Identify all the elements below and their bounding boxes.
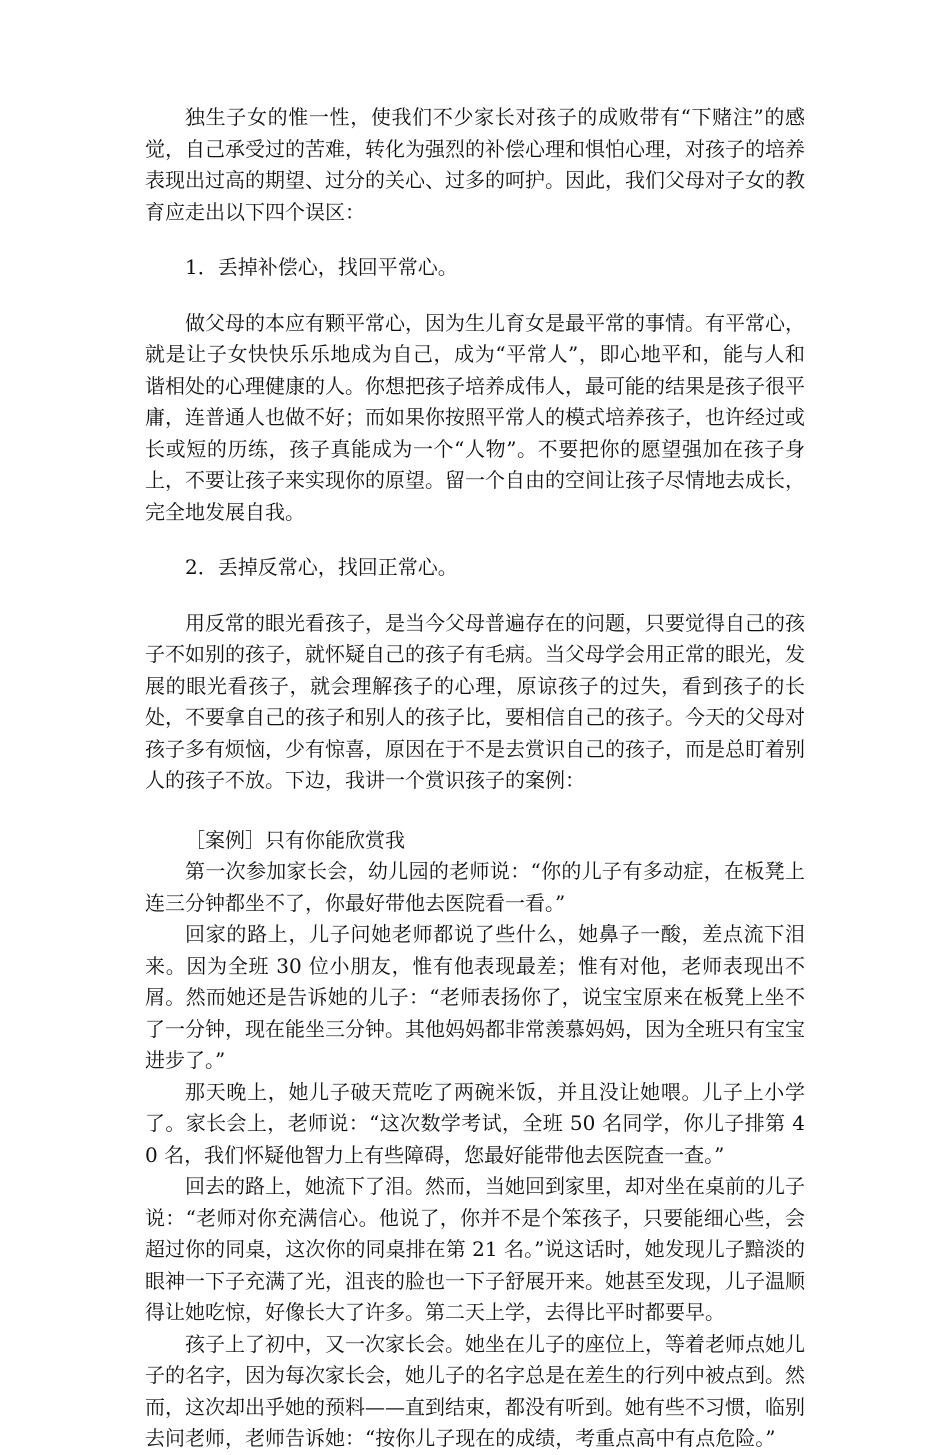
case-paragraph: 回去的路上，她流下了泪。然而，当她回到家里，却对坐在桌前的儿子说：“老师对你充满信心。他说了，你并不是个笨孩子，只要能细心些，会超过你的同桌，这次你的同桌排在第 21 名。”说这话时，她发现儿子黯淡的眼神一下子充满了光，沮丧的脸也一下子舒展开来。她甚至发现，儿子温顺得让她吃惊，好像长大了许多。第二天上学，去得比平时都要早。 [145, 1174, 805, 1324]
case-title: ［案例］只有你能欣赏我 [185, 827, 405, 852]
section-heading-1: 1．丢掉补偿心，找回平常心。 [185, 255, 458, 279]
intro-paragraph: 独生子女的惟一性，使我们不少家长对孩子的成败带有“下赌注”的感觉，自己承受过的苦难，转化为强烈的补偿心理和惧怕心理，对孩子的培养表现出过高的期望、过分的关心、过多的呵护。因此，我们父母对子女的教育应走出以下四个误区： [145, 105, 805, 224]
section-1-paragraph: 做父母的本应有颗平常心，因为生儿育女是最平常的事情。有平常心，就是让子女快快乐乐地成为自己，成为“平常人”，即心地平和，能与人和谐相处的心理健康的人。你想把孩子培养成伟人，最可能的结果是孩子很平庸，连普通人也做不好；而如果你按照平常人的模式培养孩子，也许经过或长或短的历练，孩子真能成为一个“人物”。不要把你的愿望强加在孩子身上，不要让孩子来实现你的原望。留一个自由的空间让孩子尽情地去成长，完全地发展自我。 [145, 310, 805, 524]
case-paragraph: 回家的路上，儿子问她老师都说了些什么，她鼻子一酸，差点流下泪来。因为全班 30 位小朋友，惟有他表现最差；惟有对他，老师表现出不屑。然而她还是告诉她的儿子：“老师表扬你了，说宝宝原来在板凳上坐不了一分钟，现在能坐三分钟。其他妈妈都非常羡慕妈妈，因为全班只有宝宝进步了。” [145, 922, 805, 1072]
case-paragraph: 第一次参加家长会，幼儿园的老师说：“你的儿子有多动症，在板凳上连三分钟都坐不了，你最好带他去医院看一看。” [145, 859, 805, 915]
document-page [145, 102, 805, 1455]
case-paragraph: 那天晚上，她儿子破天荒吃了两碗米饭，并且没让她喂。儿子上小学了。家长会上，老师说：“这次数学考试，全班 50 名同学，你儿子排第 40 名，我们怀疑他智力上有些障碍，您最好能带他去医院查一查。” [145, 1079, 805, 1167]
section-2-paragraph: 用反常的眼光看孩子，是当今父母普遍存在的问题，只要觉得自己的孩子不如别的孩子，就怀疑自己的孩子有毛病。当父母学会用正常的眼光，发展的眼光看孩子，就会理解孩子的心理，原谅孩子的过失，看到孩子的长处，不要拿自己的孩子和别人的孩子比，要相信自己的孩子。今天的父母对孩子多有烦恼，少有惊喜，原因在于不是去赏识自己的孩子，而是总盯着别人的孩子不放。下边，我讲一个赏识孩子的案例： [145, 610, 805, 792]
case-paragraph: 孩子上了初中，又一次家长会。她坐在儿子的座位上，等着老师点她儿子的名字，因为每次家长会，她儿子的名字总是在差生的行列中被点到。然而，这次却出乎她的预料——直到结束，都没有听到。她有些不习惯，临别去问老师，老师告诉她：“按你儿子现在的成绩，考重点高中有点危险。” [145, 1331, 805, 1450]
section-heading-2: 2．丢掉反常心，找回正常心。 [185, 555, 458, 579]
